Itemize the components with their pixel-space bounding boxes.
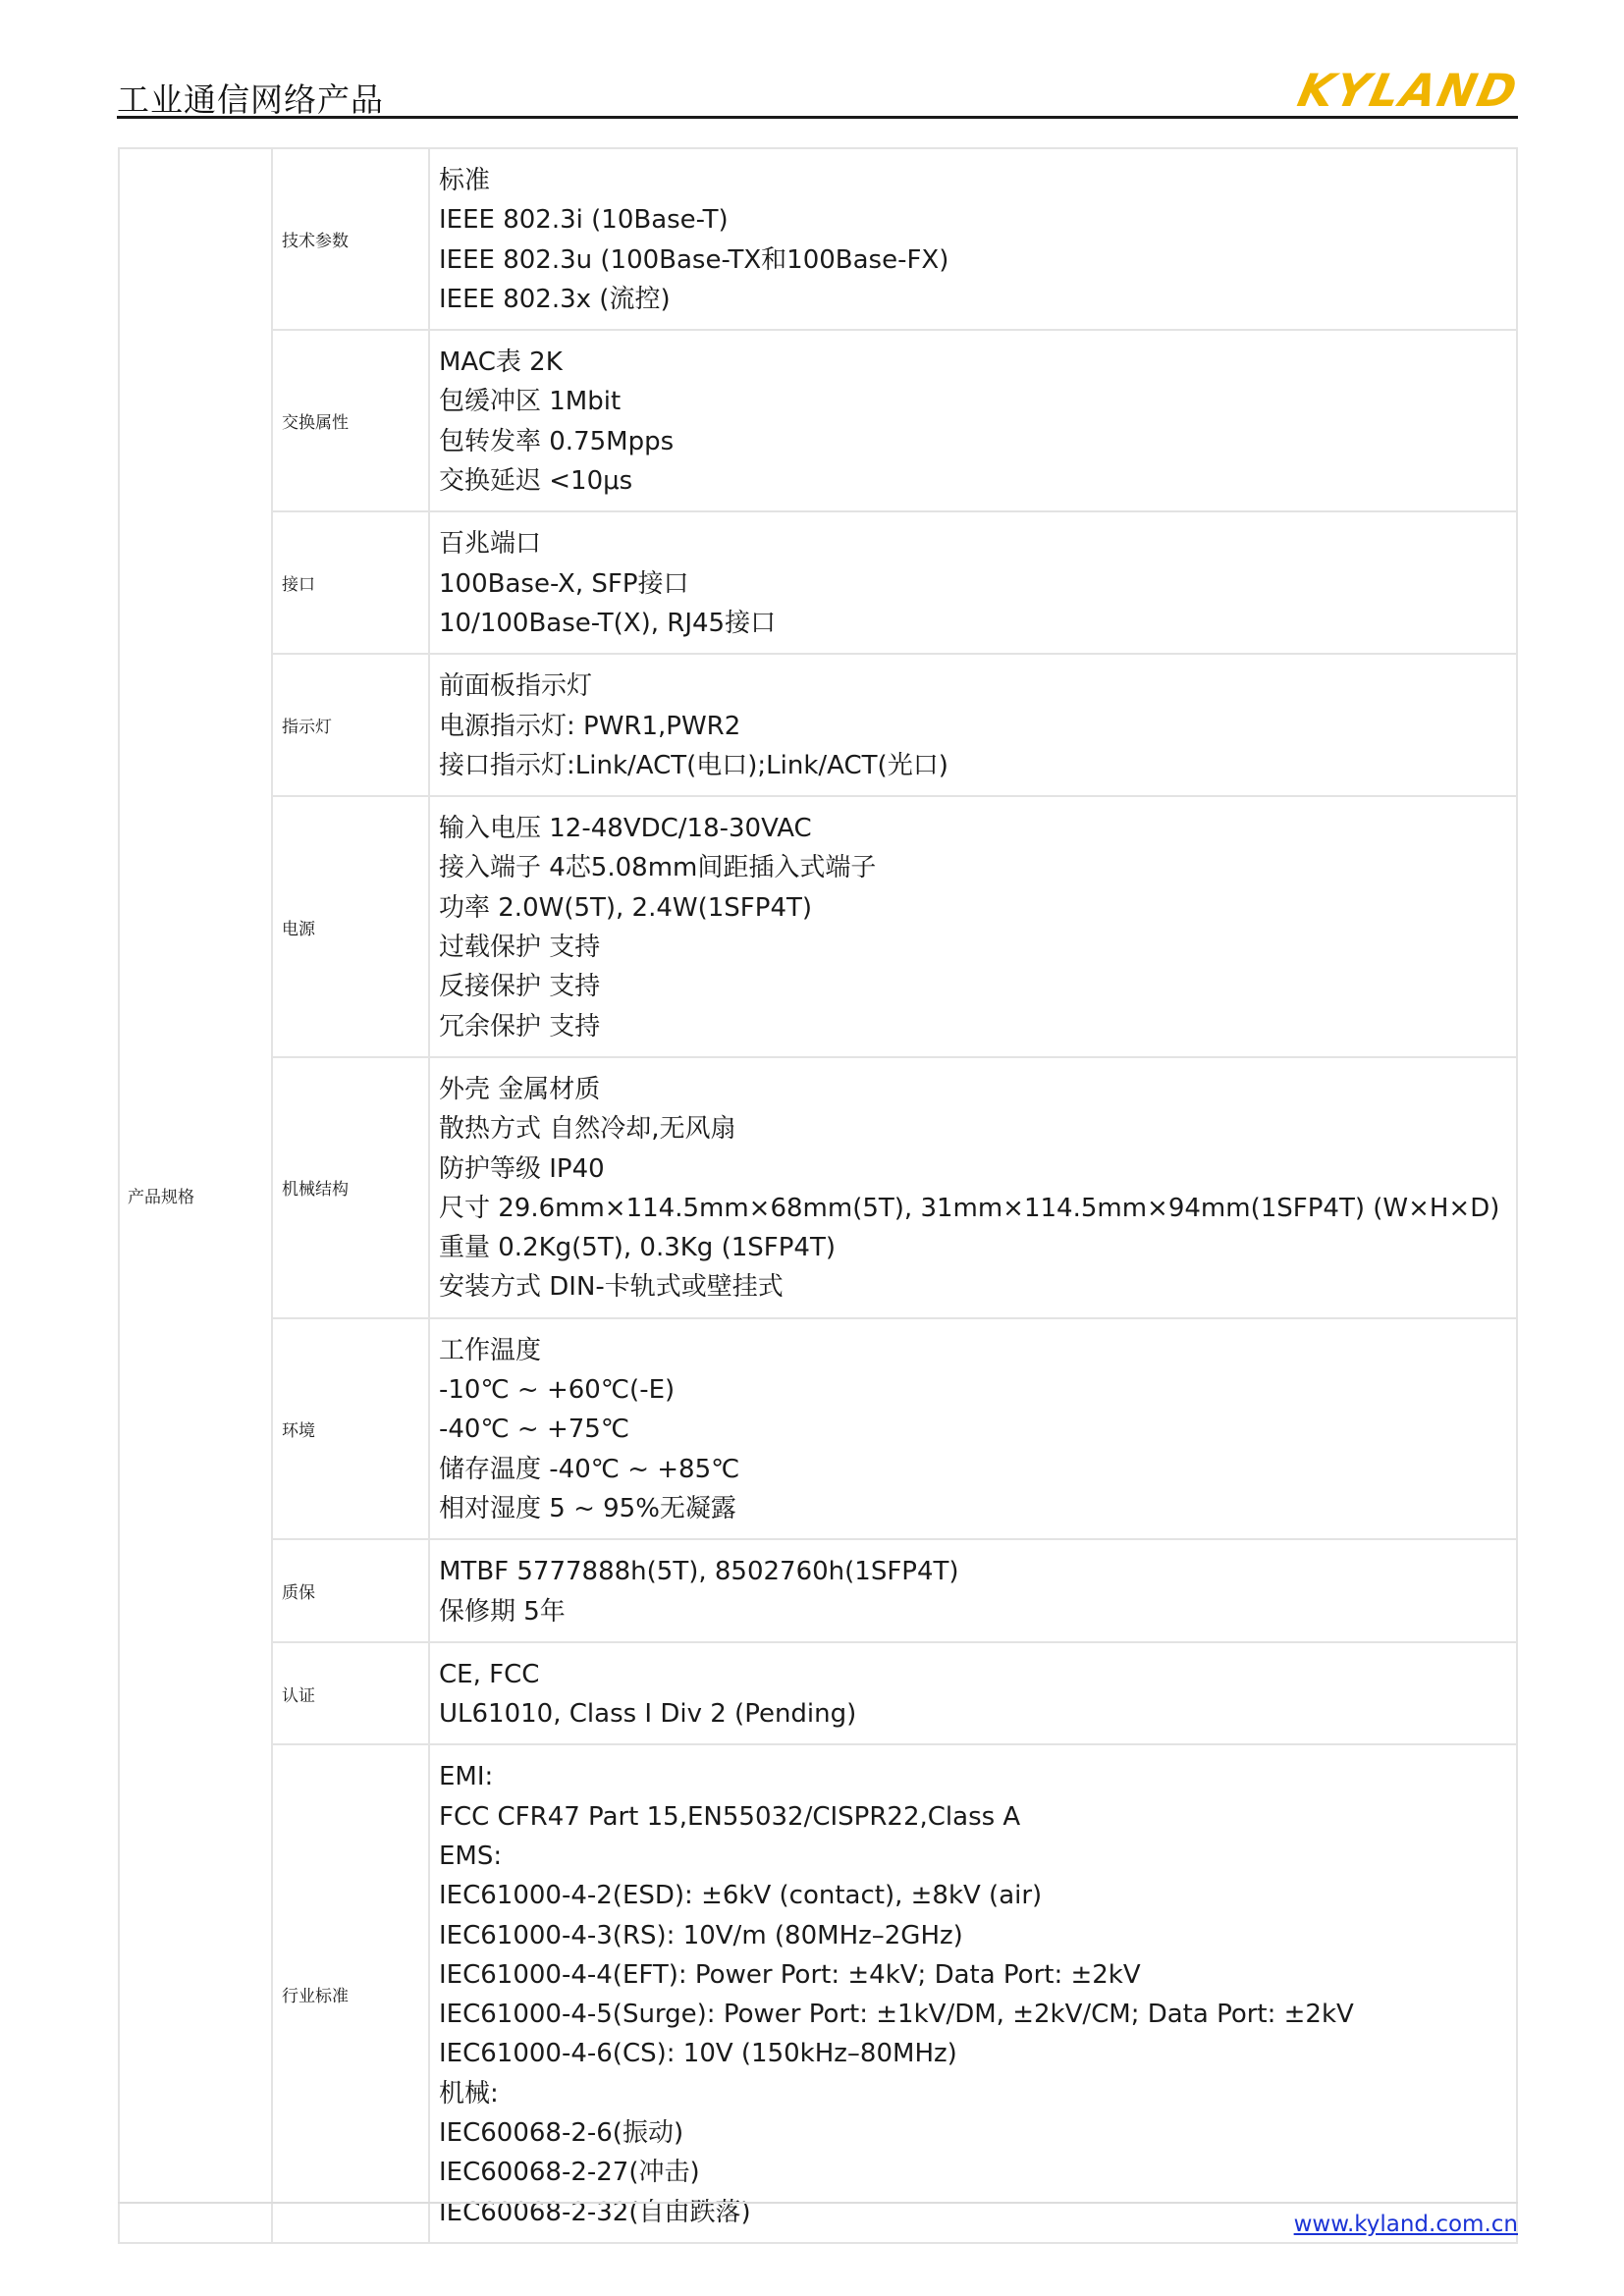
spec-value-line: IEC60068-2-32(自由跌落) — [439, 2197, 751, 2227]
spec-row — [119, 1318, 1517, 1539]
spec-value-cell — [429, 1318, 1517, 1539]
spec-label: 接口 — [272, 511, 429, 654]
spec-value-line: IEC60068-2-27(冲击) — [439, 2158, 700, 2188]
spec-value-line: MAC表 2K — [439, 347, 563, 378]
spec-label: 认证 — [272, 1642, 429, 1745]
spec-value-line: 相对湿度 5 ~ 95%无凝露 — [439, 1493, 736, 1523]
spec-row — [119, 796, 1517, 1057]
spec-value-line: 功率 2.0W(5T), 2.4W(1SFP4T) — [439, 892, 813, 923]
spec-value-line: 储存温度 -40℃ ~ +85℃ — [439, 1454, 740, 1484]
spec-row — [119, 511, 1517, 654]
spec-value-line: IEC60068-2-6(振动) — [439, 2118, 684, 2149]
spec-value-cell — [429, 654, 1517, 796]
spec-value-line: IEEE 802.3u (100Base-TX和100Base-FX) — [439, 244, 949, 275]
spec-value-line: -10℃ ~ +60℃(-E) — [439, 1375, 676, 1406]
spec-label: 机械结构 — [272, 1057, 429, 1318]
spec-label: 行业标准 — [272, 1744, 429, 2243]
spec-value-line: FCC CFR47 Part 15,EN55032/CISPR22,Class A — [439, 1801, 1021, 1832]
spec-label: 电源 — [272, 796, 429, 1057]
spec-value-cell — [429, 330, 1517, 511]
spec-label: 指示灯 — [272, 654, 429, 796]
spec-value-cell — [429, 511, 1517, 654]
spec-value-line: 10/100Base-T(X), RJ45接口 — [439, 608, 777, 638]
spec-value-line: 交换延迟 <10μs — [439, 466, 633, 497]
spec-label: 质保 — [272, 1539, 429, 1642]
spec-value-line: 工作温度 — [439, 1335, 542, 1365]
footer-divider — [118, 2202, 1518, 2204]
page-header — [117, 64, 1524, 119]
spec-value-line: 反接保护 支持 — [439, 972, 601, 1002]
spec-row — [119, 1057, 1517, 1318]
kyland-logo: KYLAND — [1293, 64, 1524, 117]
spec-value-line: 保修期 5年 — [439, 1596, 566, 1627]
spec-value-line: 散热方式 自然冷却,无风扇 — [439, 1114, 736, 1145]
spec-value-cell — [429, 148, 1517, 330]
spec-value-line: IEEE 802.3x (流控) — [439, 284, 671, 314]
spec-value-line: 安装方式 DIN-卡轨式或壁挂式 — [439, 1272, 784, 1303]
spec-value-line: 防护等级 IP40 — [439, 1153, 605, 1184]
spec-value-line: IEC61000-4-5(Surge): Power Port: ±1kV/DM, ±2kV/CM; Data Port: ±2kV — [439, 2000, 1354, 2030]
header-title: 工业通信网络产品 — [117, 80, 384, 119]
spec-value-line: -40℃ ~ +75℃ — [439, 1415, 630, 1445]
spec-row — [119, 330, 1517, 511]
spec-value-line: IEC61000-4-2(ESD): ±6kV (contact), ±8kV (air) — [439, 1881, 1043, 1911]
spec-value-line: 包转发率 0.75Mpps — [439, 426, 675, 456]
spec-value-line: 尺寸 29.6mm×114.5mm×68mm(5T), 31mm×114.5mm×94mm(1SFP4T) (W×H×D) — [439, 1193, 1500, 1223]
spec-value-cell — [429, 796, 1517, 1057]
spec-value-line: 过载保护 支持 — [439, 933, 601, 963]
spec-value-cell — [429, 1057, 1517, 1318]
spec-value-line: MTBF 5777888h(5T), 8502760h(1SFP4T) — [439, 1557, 959, 1587]
spec-value-line: UL61010, Class I Div 2 (Pending) — [439, 1699, 857, 1730]
spec-row — [119, 1744, 1517, 2243]
spec-table — [118, 147, 1518, 2244]
spec-value-line: CE, FCC — [439, 1659, 540, 1689]
spec-value-cell — [429, 1642, 1517, 1745]
spec-value-line: 输入电压 12-48VDC/18-30VAC — [439, 814, 812, 844]
spec-label: 环境 — [272, 1318, 429, 1539]
spec-value-line: IEEE 802.3i (10Base-T) — [439, 205, 729, 236]
spec-value-line: 电源指示灯: PWR1,PWR2 — [439, 711, 741, 741]
spec-value-line: IEC61000-4-6(CS): 10V (150kHz–80MHz) — [439, 2039, 957, 2069]
spec-value-line: 百兆端口 — [439, 529, 542, 560]
spec-value-line: EMI: — [439, 1762, 494, 1792]
spec-value-cell — [429, 1744, 1517, 2243]
spec-value-line: EMS: — [439, 1841, 503, 1871]
spec-value-line: 标准 — [439, 166, 491, 195]
spec-value-line: 外壳 金属材质 — [439, 1074, 601, 1104]
spec-value-line: IEC61000-4-4(EFT): Power Port: ±4kV; Data Port: ±2kV — [439, 1959, 1141, 1990]
spec-row — [119, 1539, 1517, 1642]
spec-value-line: 重量 0.2Kg(5T), 0.3Kg (1SFP4T) — [439, 1233, 836, 1263]
spec-value-line: 前面板指示灯 — [439, 671, 593, 702]
spec-value-line: 包缓冲区 1Mbit — [439, 387, 622, 417]
spec-label: 技术参数 — [272, 148, 429, 330]
spec-row — [119, 148, 1517, 330]
spec-value-line: 接口指示灯:Link/ACT(电口);Link/ACT(光口) — [439, 750, 948, 780]
spec-value-line: 100Base-X, SFP接口 — [439, 568, 689, 599]
spec-value-line: 冗余保护 支持 — [439, 1011, 601, 1041]
spec-value-line: 接入端子 4芯5.08mm间距插入式端子 — [439, 853, 877, 883]
spec-row — [119, 654, 1517, 796]
spec-label: 交换属性 — [272, 330, 429, 511]
spec-value-cell — [429, 1539, 1517, 1642]
footer-website-link[interactable]: www.kyland.com.cn — [1293, 2212, 1518, 2237]
spec-row — [119, 1642, 1517, 1745]
spec-value-line: 机械: — [439, 2078, 499, 2109]
category-cell: 产品规格 — [119, 148, 272, 2243]
spec-value-line: IEC61000-4-3(RS): 10V/m (80MHz–2GHz) — [439, 1920, 963, 1950]
